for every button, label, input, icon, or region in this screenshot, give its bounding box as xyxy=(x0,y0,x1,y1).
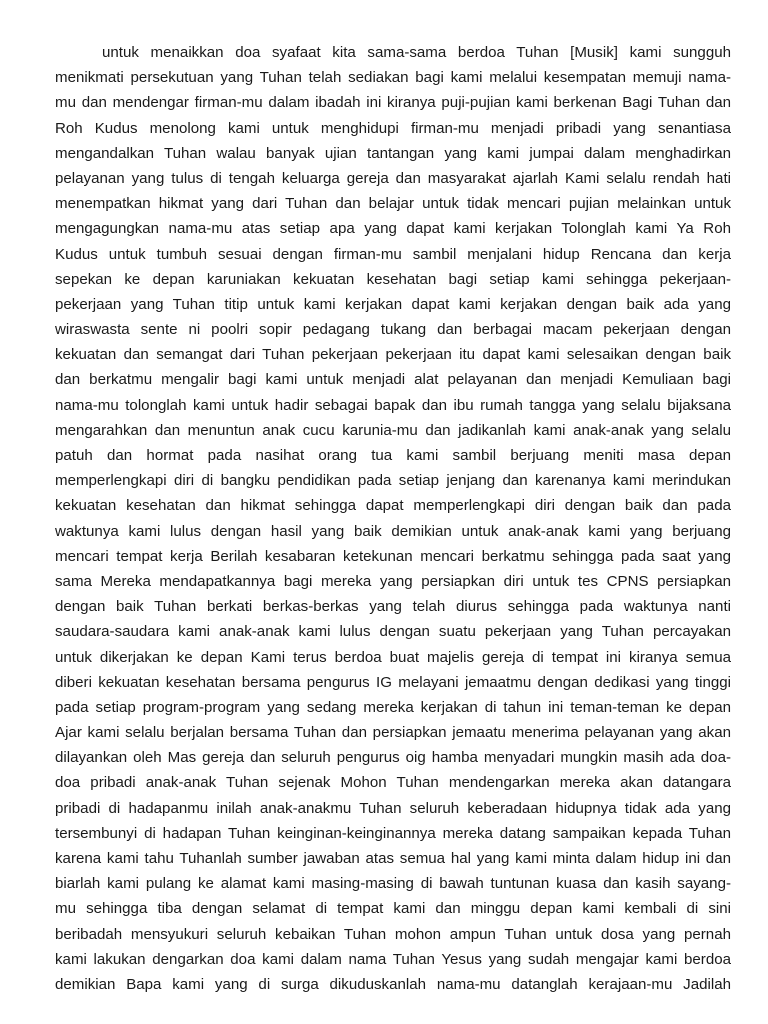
text-line: biarlah kami pulang ke alamat kami masing-masing di bawah tuntunan kuasa dan kasih sayang- xyxy=(55,875,731,893)
text-line: memperlengkapi diri di bangku pendidikan pada setiap jenjang dan karenanya kami merindukan xyxy=(55,472,731,490)
text-line: wiraswasta sente ni poolri sopir pedagang tukang dan berbagai macam pekerjaan dengan xyxy=(55,321,731,339)
text-line: sepekan ke depan karuniakan kekuatan kesehatan bagi setiap kami sehingga pekerjaan- xyxy=(55,270,731,288)
body-text xyxy=(55,40,731,997)
text-line: karena kami tahu Tuhanlah sumber jawaban atas semua hal yang kami minta dalam hidup ini dan xyxy=(55,850,731,867)
text-line: diberi kekuatan kesehatan bersama pengurus IG melayani jemaatmu dengan dedikasi yang tinggi xyxy=(55,673,731,691)
text-line: mu sehingga tiba dengan selamat di tempat kami dan minggu depan kami kembali di sini xyxy=(55,900,731,918)
text-line: mengagungkan nama-mu atas setiap apa yang dapat kami kerjakan Tolonglah kami Ya Roh xyxy=(55,220,731,238)
text-line: kekuatan kesehatan dan hikmat sehingga dapat memperlengkapi diri dengan baik dan pada xyxy=(55,497,731,515)
text-line: dan berkatmu mengalir bagi kami untuk menjadi alat pelayanan dan menjadi Kemuliaan bagi xyxy=(55,371,731,389)
text-line: beribadah mensyukuri seluruh kebaikan Tuhan mohon ampun Tuhan untuk dosa yang pernah xyxy=(55,925,731,943)
text-line: sama Mereka mendapatkannya bagi mereka yang persiapkan diri untuk tes CPNS persiapkan xyxy=(55,572,731,590)
text-line: demikian Bapa kami yang di surga dikuduskanlah nama-mu datanglah kerajaan-mu Jadilah xyxy=(55,975,731,993)
text-line: pekerjaan yang Tuhan titip untuk kami kerjakan dapat kami kerjakan dengan baik ada yang xyxy=(55,295,731,313)
text-line: Ajar kami selalu berjalan bersama Tuhan dan persiapkan jemaatu menerima pelayanan yang akan xyxy=(55,724,731,742)
text-line: pada setiap program-program yang sedang mereka kerjakan di tahun ini teman-teman ke depan xyxy=(55,698,731,716)
text-line: menikmati persekutuan yang Tuhan telah sediakan bagi kami melalui kesempatan memuji nama- xyxy=(55,69,731,87)
text-line: mencari tempat kerja Berilah kesabaran ketekunan mencari berkatmu sehingga pada saat yang xyxy=(55,547,731,565)
text-line: dilayankan oleh Mas gereja dan seluruh pengurus oig hamba menyadari mungkin masih ada doa- xyxy=(55,749,731,767)
text-line: menempatkan hikmat yang dari Tuhan dan belajar untuk tidak mencari pujian melainkan untuk xyxy=(55,195,731,213)
text-line: mu dan mendengar firman-mu dalam ibadah ini kiranya puji-pujian kami berkenan Bagi Tuhan dan xyxy=(55,94,731,112)
text-line: patuh dan hormat pada nasihat orang tua kami sambil berjuang meniti masa depan xyxy=(55,447,731,464)
text-line: Kudus untuk tumbuh sesuai dengan firman-mu sambil menjalani hidup Rencana dan kerja xyxy=(55,245,731,263)
text-line: doa pribadi anak-anak Tuhan sejenak Mohon Tuhan mendengarkan mereka akan datangara xyxy=(55,774,731,792)
text-line: kekuatan dan semangat dari Tuhan pekerjaan pekerjaan itu dapat kami selesaikan dengan baik xyxy=(55,346,731,364)
text-line: mengandalkan Tuhan walau banyak ujian tantangan yang kami jumpai dalam menghadirkan xyxy=(55,144,731,162)
text-line: dengan baik Tuhan berkati berkas-berkas yang telah diurus sehingga pada waktunya nanti xyxy=(55,598,731,616)
text-line: untuk dikerjakan ke depan Kami terus berdoa buat majelis gereja di tempat ini kiranya semua xyxy=(55,648,731,666)
text-line: pelayanan yang tulus di tengah keluarga gereja dan masyarakat ajarlah Kami selalu rendah hati xyxy=(55,169,731,187)
text-line: kami lakukan dengarkan doa kami dalam nama Tuhan Yesus yang sudah mengajar kami berdoa xyxy=(55,950,731,968)
text-line: pribadi di hadapanmu inilah anak-anakmu Tuhan seluruh keberadaan hidupnya tidak ada yang xyxy=(55,799,731,817)
text-line: Roh Kudus menolong kami untuk menghidupi firman-mu menjadi pribadi yang senantiasa xyxy=(55,119,731,137)
text-line: mengarahkan dan menuntun anak cucu karunia-mu dan jadikanlah kami anak-anak yang selalu xyxy=(55,421,731,439)
text-line: nama-mu tolonglah kami untuk hadir sebagai bapak dan ibu rumah tangga yang selalu bijaksana xyxy=(55,396,731,414)
text-line: saudara-saudara kami anak-anak kami lulus dengan suatu pekerjaan yang Tuhan percayakan xyxy=(55,623,731,641)
text-line: waktunya kami lulus dengan hasil yang baik demikian untuk anak-anak kami yang berjuang xyxy=(55,522,731,540)
text-line: untuk menaikkan doa syafaat kita sama-sama berdoa Tuhan [Musik] kami sungguh xyxy=(102,44,731,61)
text-line: tersembunyi di hadapan Tuhan keinginan-keinginannya mereka datang sampaikan kepada Tuhan xyxy=(55,824,731,842)
